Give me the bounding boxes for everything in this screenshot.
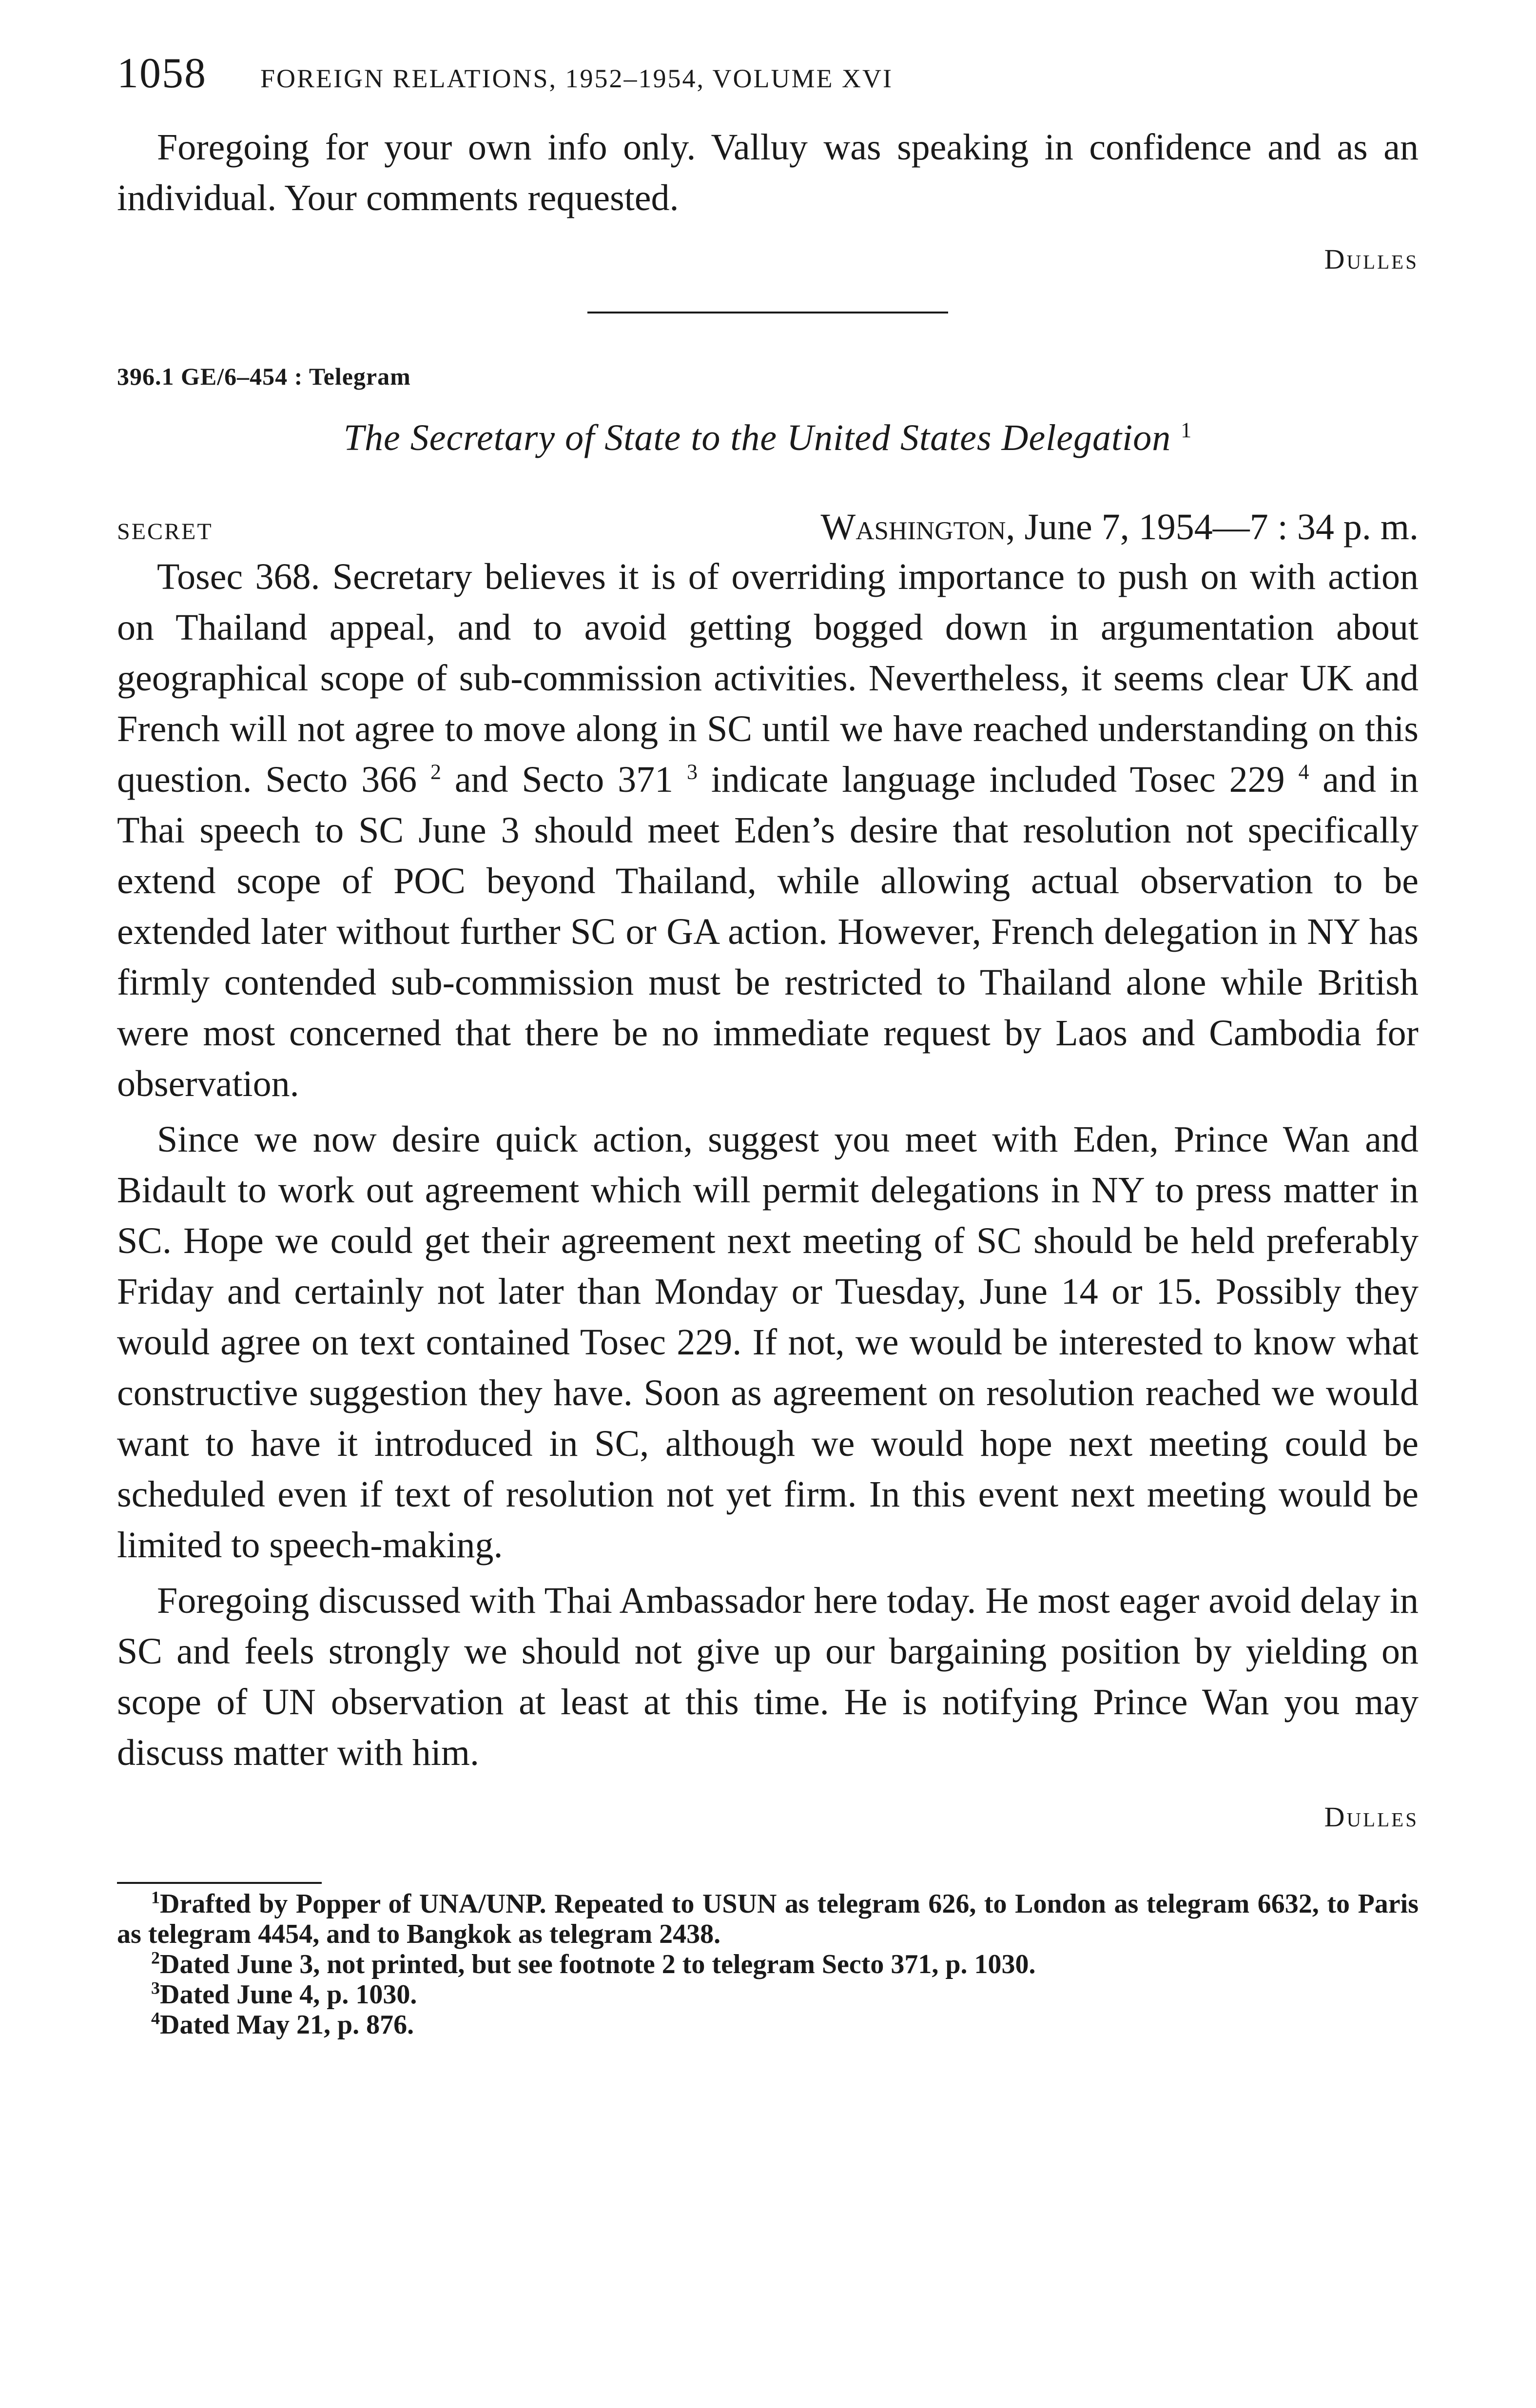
footnote-ref-3: 3 bbox=[686, 760, 698, 784]
footnote-4 bbox=[117, 2010, 1419, 2040]
footnote-mark-3: 3 bbox=[151, 1978, 160, 1998]
body-paragraph-3: Foregoing discussed with Thai Ambassador here today. He most eager avoid delay in SC and feels strongly we should not give up our bargaining position by yielding on scope of UN observation at least at this time. He is notifying Prince Wan you may discuss matter with him. bbox=[117, 1580, 1419, 1773]
footnote-text-3: Dated June 4, p. 1030. bbox=[160, 1979, 417, 2010]
document-title bbox=[117, 417, 1419, 459]
footnote-ref-2: 2 bbox=[430, 760, 441, 784]
page-number: 1058 bbox=[117, 50, 207, 97]
place-name: Washington bbox=[820, 507, 1006, 548]
footnotes bbox=[117, 1889, 1419, 2040]
carryover-signature: Dulles bbox=[1324, 243, 1419, 275]
date-time: , June 7, 1954—7 : 34 p. m. bbox=[1006, 507, 1419, 548]
footnote-text-1: Drafted by Popper of UNA/UNP. Repeated to USUN as telegram 626, to London as telegram 6632, to Paris as telegram 4454, and to Bangkok as telegram 2438. bbox=[117, 1889, 1419, 1949]
footnote-2 bbox=[117, 1949, 1419, 1979]
footnote-divider bbox=[117, 1882, 322, 1884]
document-title-text: The Secretary of State to the United States Delegation bbox=[343, 417, 1171, 458]
section-divider bbox=[587, 312, 948, 313]
document-signature: Dulles bbox=[1324, 1801, 1419, 1833]
place-and-date bbox=[821, 506, 1419, 548]
footnote-text-2: Dated June 3, not printed, but see footnote 2 to telegram Secto 371, p. 1030. bbox=[160, 1949, 1036, 1979]
document-file-id: 396.1 GE/6–454 : Telegram bbox=[117, 363, 411, 390]
body-paragraph-1 bbox=[117, 551, 1419, 1109]
book-page bbox=[117, 49, 1419, 2040]
body-paragraph-1-part-a: Tosec 368. Secretary believes it is of overriding importance to push on with action on Thailand appeal, and to avoid getting bogged down in argumentation about geographical scope of sub-commission activities. Nevertheless, it seems clear UK and French will not agree to move along in SC until we have reached understanding on this question. Secto 366 bbox=[117, 556, 1419, 800]
footnote-mark-1: 1 bbox=[151, 1887, 160, 1907]
footnote-1 bbox=[117, 1889, 1419, 1949]
running-head: FOREIGN RELATIONS, 1952–1954, VOLUME XVI bbox=[260, 64, 893, 93]
body-paragraph-1-part-d: and in Thai speech to SC June 3 should meet Eden’s desire that resolution not specifically extend scope of POC beyond Thailand, while allowing actual observation to be extended later without further SC or GA action. However, French delegation in NY has firmly contended sub-commission must be restricted to Thailand alone while British were most concerned that there be no immediate request by Laos and Cambodia for observation. bbox=[117, 759, 1419, 1104]
telegram-body bbox=[117, 551, 1419, 1778]
body-paragraph-2: Since we now desire quick action, suggest you meet with Eden, Prince Wan and Bidault to work out agreement which will permit delegations in NY to press matter in SC. Hope we could get their agreement next meeting of SC should be held preferably Friday and certainly not later than Monday or Tuesday, June 14 or 15. Possibly they would agree on text contained Tosec 229. If not, we would be interested to know what constructive suggestion they have. Soon as agreement on resolution reached we would want to have it introduced in SC, although we would hope next meeting could be scheduled even if text of resolution not yet firm. In this event next meeting would be limited to speech-making. bbox=[117, 1119, 1419, 1566]
footnote-mark-2: 2 bbox=[151, 1948, 160, 1968]
footnote-text-4: Dated May 21, p. 876. bbox=[160, 2010, 414, 2040]
footnote-ref-4: 4 bbox=[1298, 760, 1309, 784]
footnote-ref-1: 1 bbox=[1181, 418, 1192, 442]
page-header bbox=[117, 49, 1419, 122]
footnote-3 bbox=[117, 1979, 1419, 2010]
footnote-mark-4: 4 bbox=[151, 2008, 160, 2028]
carryover-paragraph: Foregoing for your own info only. Valluy was speaking in confidence and as an individual. Your comments requested. bbox=[117, 127, 1419, 218]
dateline bbox=[117, 506, 1419, 548]
classification-label: SECRET bbox=[117, 519, 213, 545]
body-paragraph-1-part-c: indicate language included Tosec 229 bbox=[697, 759, 1285, 800]
body-paragraph-1-part-b: and Secto 371 bbox=[441, 759, 674, 800]
